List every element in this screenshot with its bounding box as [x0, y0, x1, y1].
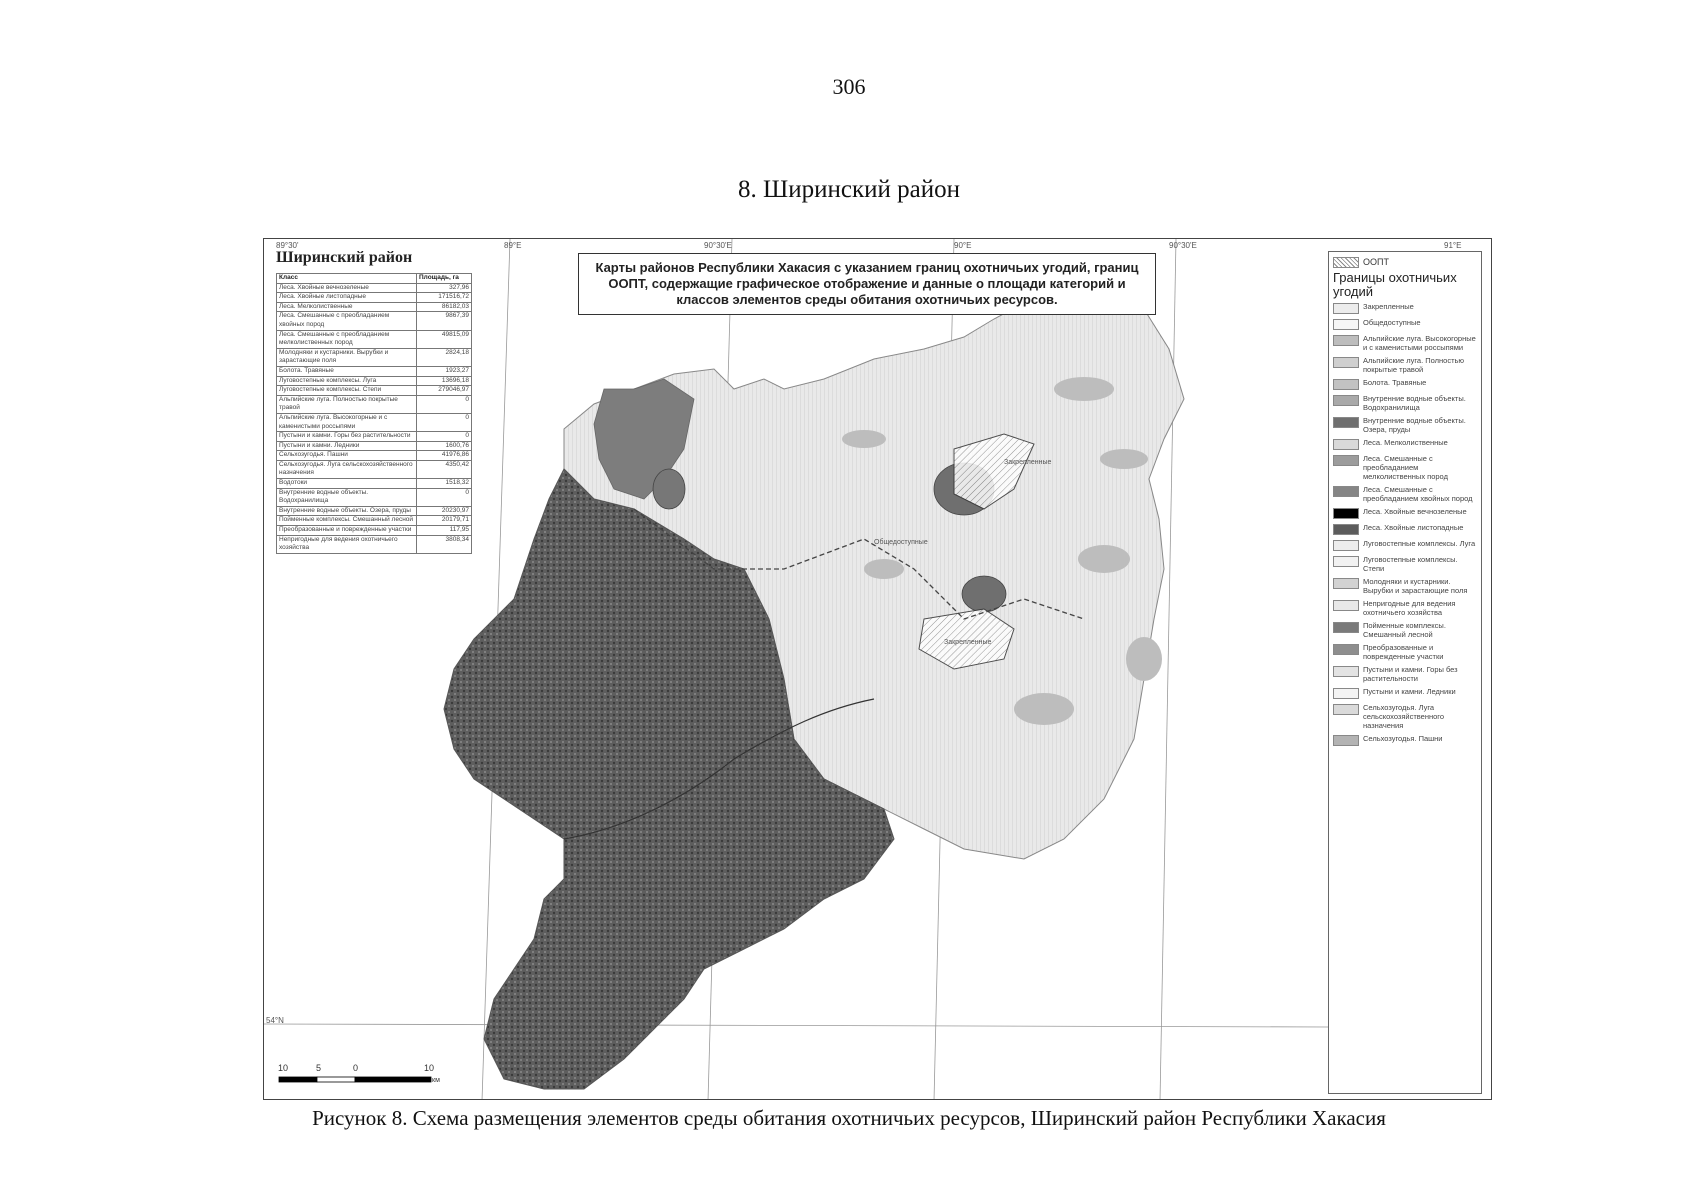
legend-label: Общедоступные — [1363, 318, 1421, 327]
class-area: 9867,39 — [417, 312, 472, 330]
class-area: 4350,42 — [417, 460, 472, 478]
class-name: Внутренние водные объекты. Водохранилища — [277, 488, 417, 506]
legend-label: Пустыни и камни. Ледники — [1363, 687, 1456, 696]
legend-item — [1333, 687, 1477, 699]
class-name: Преобразованные и поврежденные участки — [277, 526, 417, 536]
coord-label: 89°E — [504, 241, 522, 250]
legend-label: Непригодные для ведения охотничьего хозяйства — [1363, 599, 1456, 617]
coord-label: 89°30' — [276, 241, 299, 250]
coord-label: 91°E — [1444, 241, 1462, 250]
legend-label: Болота. Травяные — [1363, 378, 1427, 387]
legend-item — [1333, 416, 1477, 434]
legend-item — [1333, 703, 1477, 730]
legend-label: Преобразованные и поврежденные участки — [1363, 643, 1444, 661]
legend-item — [1333, 577, 1477, 595]
class-name: Альпийские луга. Полностью покрытые травой — [277, 395, 417, 413]
legend-swatch — [1333, 379, 1359, 390]
class-area-panel — [276, 249, 472, 554]
table-row — [277, 488, 472, 506]
legend-item — [1333, 734, 1477, 746]
class-name: Пустыни и камни. Горы без растительности — [277, 432, 417, 442]
legend-swatch — [1333, 540, 1359, 551]
table-header-row — [277, 274, 472, 284]
legend-swatch — [1333, 455, 1359, 466]
map-legend — [1328, 251, 1482, 1094]
class-area: 49815,09 — [417, 330, 472, 348]
class-name: Сельхозугодья. Пашни — [277, 451, 417, 461]
class-name: Леса. Смешанные с преобладанием хвойных пород — [277, 312, 417, 330]
class-area: 0 — [417, 413, 472, 431]
legend-item — [1333, 621, 1477, 639]
class-name: Леса. Мелколиственные — [277, 302, 417, 312]
class-area: 1518,32 — [417, 479, 472, 489]
table-row — [277, 312, 472, 330]
class-name: Водотоки — [277, 479, 417, 489]
legend-label: Сельхозугодья. Луга сельскохозяйственного назначения — [1363, 703, 1445, 730]
table-row — [277, 376, 472, 386]
scale-tick-label: 5 — [316, 1063, 322, 1073]
legend-label: Молодняки и кустарники. Вырубки и зарастающие поля — [1363, 577, 1468, 595]
table-row — [277, 395, 472, 413]
legend-label: Леса. Хвойные листопадные — [1363, 523, 1464, 532]
legend-label: Сельхозугодья. Пашни — [1363, 734, 1443, 743]
legend-label: Леса. Смешанные с преобладанием хвойных пород — [1363, 485, 1473, 503]
class-area: 20230,97 — [417, 506, 472, 516]
class-area: 117,95 — [417, 526, 472, 536]
legend-swatch — [1333, 335, 1359, 346]
table-row — [277, 413, 472, 431]
legend-label: Альпийские луга. Высокогорные и с каменистыми россыпями — [1363, 334, 1476, 352]
lake-belyo — [962, 576, 1006, 612]
coord-label: 90°30'E — [704, 241, 732, 250]
table-row — [277, 283, 472, 293]
legend-swatch — [1333, 622, 1359, 633]
map-frame — [263, 238, 1492, 1100]
legend-item — [1333, 378, 1477, 390]
legend-swatch — [1333, 417, 1359, 428]
class-name: Непригодные для ведения охотничьего хозяйства — [277, 535, 417, 553]
legend-swatch — [1333, 357, 1359, 368]
class-area: 20179,71 — [417, 516, 472, 526]
coord-label: 54°N — [266, 1016, 284, 1025]
scale-tick-label: 10 — [278, 1063, 289, 1073]
table-row — [277, 302, 472, 312]
class-area: 279046,97 — [417, 386, 472, 396]
class-name: Леса. Смешанные с преобладанием мелколиственных пород — [277, 330, 417, 348]
legend-label: Пустыни и камни. Горы без растительности — [1363, 665, 1458, 683]
class-name: Сельхозугодья. Луга сельскохозяйственного назначения — [277, 460, 417, 478]
legend-swatch — [1333, 578, 1359, 589]
map-place-label: Закрепленные — [1004, 459, 1052, 466]
table-row — [277, 535, 472, 553]
class-area-table — [276, 273, 472, 554]
legend-label: Леса. Смешанные с преобладанием мелколиственных пород — [1363, 454, 1448, 481]
class-area: 327,96 — [417, 283, 472, 293]
legend-label: Леса. Мелколиственные — [1363, 438, 1448, 447]
class-name: Леса. Хвойные листопадные — [277, 293, 417, 303]
class-area: 3808,34 — [417, 535, 472, 553]
scale-bar — [278, 1063, 448, 1093]
legend-oopt-label: ООПТ — [1363, 257, 1389, 267]
map-header: Карты районов Республики Хакасия с указанием границ охотничьих угодий, границ ООПТ, содержащие графическое отображение и данные о площади категорий и классов элементов среды обитания охотничьих ресурсов. — [578, 253, 1156, 315]
table-row — [277, 451, 472, 461]
map-place-label: Закрепленные — [944, 639, 992, 646]
legend-item — [1333, 454, 1477, 481]
legend-label: Внутренние водные объекты. Озера, пруды — [1363, 416, 1466, 434]
legend-swatch — [1333, 556, 1359, 567]
table-row — [277, 386, 472, 396]
legend-swatch — [1333, 666, 1359, 677]
legend-items — [1333, 302, 1477, 746]
legend-label: Леса. Хвойные вечнозеленые — [1363, 507, 1467, 516]
legend-swatch — [1333, 486, 1359, 497]
section-title: 8. Ширинский район — [738, 176, 960, 203]
legend-item — [1333, 356, 1477, 374]
table-row — [277, 479, 472, 489]
table-row — [277, 460, 472, 478]
legend-oopt — [1333, 256, 1477, 268]
legend-swatch — [1333, 439, 1359, 450]
class-name: Пойменные комплексы. Смешанный лесной — [277, 516, 417, 526]
legend-item — [1333, 665, 1477, 683]
class-name: Луговостепные комплексы. Луга — [277, 376, 417, 386]
legend-item — [1333, 539, 1477, 551]
class-area: 0 — [417, 395, 472, 413]
class-area: 41976,86 — [417, 451, 472, 461]
legend-swatch — [1333, 508, 1359, 519]
class-area: 13696,18 — [417, 376, 472, 386]
table-row — [277, 293, 472, 303]
column-header-area: Площадь, га — [417, 274, 472, 284]
legend-item — [1333, 394, 1477, 412]
lake-west — [653, 469, 685, 509]
table-row — [277, 526, 472, 536]
legend-item — [1333, 555, 1477, 573]
legend-item — [1333, 438, 1477, 450]
table-row — [277, 348, 472, 366]
legend-label: Альпийские луга. Полностью покрытые травой — [1363, 356, 1465, 374]
class-name: Молодняки и кустарники. Вырубки и зарастающие поля — [277, 348, 417, 366]
class-name: Внутренние водные объекты. Озера, пруды — [277, 506, 417, 516]
legend-item — [1333, 334, 1477, 352]
legend-swatch — [1333, 319, 1359, 330]
legend-item — [1333, 302, 1477, 314]
legend-item — [1333, 318, 1477, 330]
scale-tick-label: 10 — [424, 1063, 435, 1073]
class-area: 1923,27 — [417, 366, 472, 376]
table-row — [277, 506, 472, 516]
legend-swatch — [1333, 303, 1359, 314]
legend-swatch — [1333, 735, 1359, 746]
legend-label: Пойменные комплексы. Смешанный лесной — [1363, 621, 1446, 639]
column-header-class: Класс — [277, 274, 417, 284]
page-number: 306 — [832, 74, 866, 99]
class-area: 1600,76 — [417, 441, 472, 451]
legend-swatch — [1333, 395, 1359, 406]
table-row — [277, 366, 472, 376]
legend-boundaries-title: Границы охотничьих угодий — [1333, 270, 1457, 299]
class-name: Луговостепные комплексы. Степи — [277, 386, 417, 396]
map-place-label: Общедоступные — [874, 539, 928, 546]
class-name: Пустыни и камни. Ледники — [277, 441, 417, 451]
oopt-hatch-swatch — [1333, 257, 1359, 268]
class-name: Альпийские луга. Высокогорные и с каменистыми россыпями — [277, 413, 417, 431]
legend-label: Внутренние водные объекты. Водохранилища — [1363, 394, 1466, 412]
legend-item — [1333, 523, 1477, 535]
legend-label: Луговостепные комплексы. Луга — [1363, 539, 1476, 548]
legend-swatch — [1333, 524, 1359, 535]
scale-bar-graphic — [278, 1076, 438, 1086]
class-area: 0 — [417, 488, 472, 506]
coord-label: 90°30'E — [1169, 241, 1197, 250]
legend-swatch — [1333, 644, 1359, 655]
scale-tick-label: 0 — [353, 1063, 359, 1073]
table-row — [277, 432, 472, 442]
class-name: Болота. Травяные — [277, 366, 417, 376]
legend-item — [1333, 599, 1477, 617]
legend-label: Закрепленные — [1363, 302, 1414, 311]
legend-swatch — [1333, 688, 1359, 699]
scale-unit: км — [432, 1077, 440, 1084]
legend-item — [1333, 643, 1477, 661]
table-row — [277, 516, 472, 526]
legend-label: Луговостепные комплексы. Степи — [1363, 555, 1458, 573]
class-area: 86182,03 — [417, 302, 472, 312]
figure-caption: Рисунок 8. Схема размещения элементов среды обитания охотничьих ресурсов, Ширинский район Республики Хакасия — [312, 1106, 1386, 1130]
class-area: 2824,18 — [417, 348, 472, 366]
table-row — [277, 330, 472, 348]
table-row — [277, 441, 472, 451]
legend-item — [1333, 485, 1477, 503]
legend-swatch — [1333, 600, 1359, 611]
coord-label: 90°E — [954, 241, 972, 250]
class-name: Леса. Хвойные вечнозеленые — [277, 283, 417, 293]
class-area: 0 — [417, 432, 472, 442]
legend-swatch — [1333, 704, 1359, 715]
panel-title: Ширинский район — [276, 249, 413, 266]
class-area: 171516,72 — [417, 293, 472, 303]
legend-item — [1333, 507, 1477, 519]
